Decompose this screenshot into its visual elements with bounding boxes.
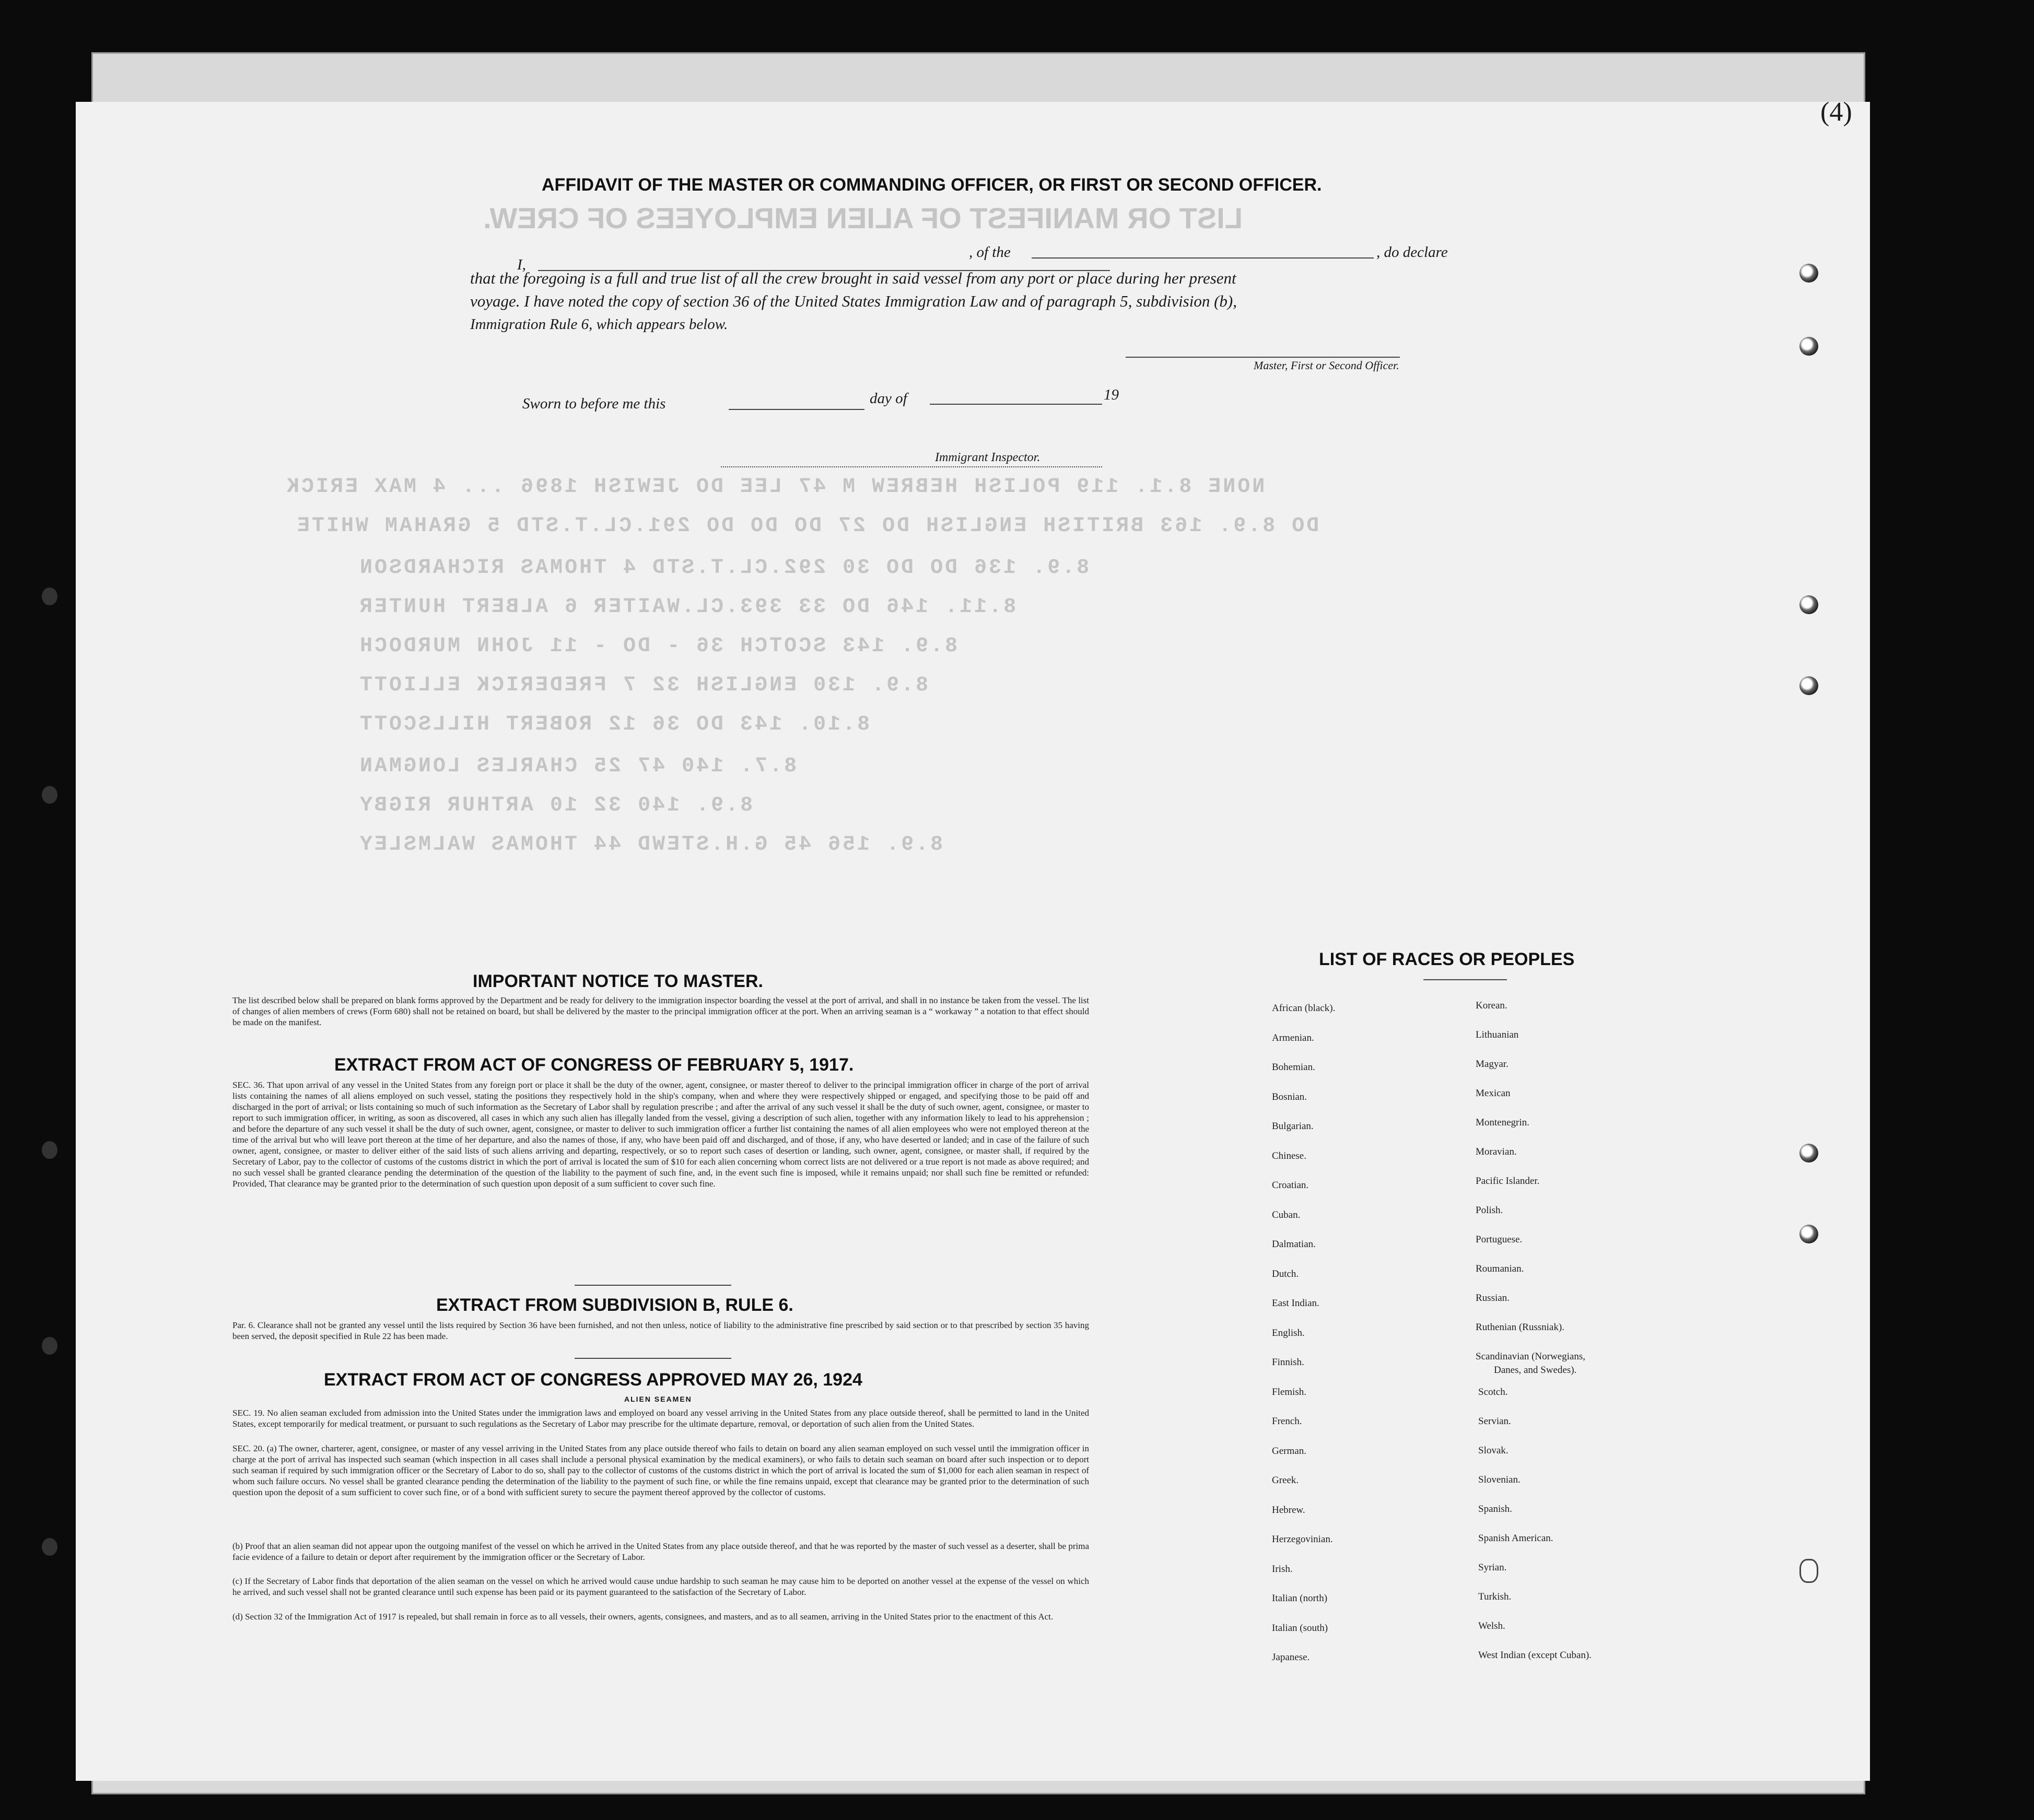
master-signature-line (1126, 357, 1400, 358)
race-item: Bosnian. (1272, 1091, 1307, 1102)
affidavit-i: I, (517, 256, 526, 273)
sworn-day-line (729, 409, 864, 410)
race-item: Italian (south) (1272, 1623, 1328, 1634)
race-item: Roumanian. (1476, 1263, 1524, 1274)
affidavit-of-the: , of the (969, 244, 1011, 261)
page-number: (4) (1820, 102, 1852, 127)
affidavit-title: AFFIDAVIT OF THE MASTER OR COMMANDING OFFICER, OR FIRST OR SECOND OFFICER. (542, 175, 1322, 195)
race-item: Croatian. (1272, 1180, 1309, 1191)
race-item: Russian. (1476, 1293, 1510, 1304)
extract-1924-sec20c: (c) If the Secretary of Labor finds that deportation of the alien seaman on the vessel on which he arrived would cause undue hardship to such seaman he may cause him to be deported on another vessel at the expense of the vessel on which he arrived, and such vessel shall not be granted clearance until such expense has been paid or its payment guaranteed to the satisfaction of the Secretary of Labor. (232, 1576, 1089, 1597)
ghost-row: 8.10. 143 DO 36 12 ROBERT HILLSCOTT (358, 713, 870, 736)
race-item: Pacific Islander. (1476, 1176, 1540, 1187)
race-item: Mexican (1476, 1088, 1511, 1099)
ghost-row: 8.9. 136 DO DO 30 292.CL.T.STD 4 THOMAS RICHARDSON (358, 556, 1090, 580)
race-item: Japanese. (1272, 1652, 1310, 1663)
sworn-year: 19 (1104, 386, 1119, 403)
races-title: LIST OF RACES OR PEOPLES (1319, 949, 1575, 969)
affidavit-line-4: Immigration Rule 6, which appears below. (470, 316, 728, 333)
race-item: Greek. (1272, 1475, 1299, 1486)
binder-hole (1799, 1225, 1818, 1243)
binder-hole (42, 1538, 57, 1556)
race-item: Ruthenian (Russniak). (1476, 1322, 1564, 1333)
race-item: Korean. (1476, 1000, 1507, 1011)
race-item: Bulgarian. (1272, 1121, 1314, 1132)
race-item: Dalmatian. (1272, 1239, 1316, 1250)
race-item: Portuguese. (1476, 1234, 1523, 1245)
binder-hole (42, 588, 57, 605)
binder-hole (1799, 337, 1818, 356)
race-item: African (black). (1272, 1003, 1336, 1014)
extract-1924-subtitle: ALIEN SEAMEN (624, 1395, 692, 1403)
race-item: Flemish. (1272, 1387, 1306, 1398)
race-item: Cuban. (1272, 1210, 1301, 1220)
ghost-row: 8.9. 140 32 10 ARTHUR RIGBY (358, 794, 753, 817)
binder-hole (42, 786, 57, 804)
sworn-label: Sworn to before me this (522, 395, 666, 412)
binder-hole (1799, 1144, 1818, 1163)
extract-1924-title: EXTRACT FROM ACT OF CONGRESS APPROVED MAY 26, 1924 (324, 1370, 862, 1390)
extract-1924-sec20d: (d) Section 32 of the Immigration Act of 1917 is repealed, but shall remain in force as to all vessels, their owners, agents, consignees, and masters, and as to all seamen, arriving in the United States prior to the enactment of this Act. (232, 1612, 1054, 1622)
binder-hole (1799, 1559, 1818, 1583)
extract-1917-title: EXTRACT FROM ACT OF CONGRESS OF FEBRUARY 5, 1917. (334, 1055, 854, 1075)
notice-text: The list described below shall be prepared on blank forms approved by the Department and be ready for delivery to the immigration inspector boarding the vessel at the port of arrival, and shall in no instance be taken from the vessel. The list of changes of alien members of crews (Form 680) shall not be retained on board, but shall be delivered by the master to the principal immigration officer at the port. When an arriving seaman is a “ workaway ” a notation to that effect should be made on the manifest. (232, 995, 1089, 1027)
binder-hole (42, 1337, 57, 1355)
race-item: Scotch. (1478, 1387, 1508, 1398)
race-item: German. (1272, 1446, 1306, 1457)
race-item: Hebrew. (1272, 1505, 1305, 1516)
affidavit-vessel-line (1032, 257, 1374, 259)
ghost-row: NONE 8.1. 119 POLISH HEBREW M 47 LEE DO JEWISH 1896 ... 4 MAX ERICK (285, 475, 1265, 499)
race-item: Irish. (1272, 1564, 1293, 1575)
race-item: Magyar. (1476, 1059, 1509, 1070)
race-item: Polish. (1476, 1205, 1503, 1216)
ghost-row: DO 8.9. 163 BRITISH ENGLISH DO 27 DO DO DO 291.CL.T.STD 5 GRAHAM WHITE (295, 514, 1319, 538)
race-item: Servian. (1478, 1416, 1511, 1427)
race-item: Turkish. (1478, 1591, 1512, 1602)
sworn-month-line (930, 404, 1102, 405)
race-item: Welsh. (1478, 1621, 1505, 1631)
binder-hole (1799, 676, 1818, 695)
race-item: Slovenian. (1478, 1474, 1521, 1485)
race-item: French. (1272, 1416, 1302, 1427)
race-item: East Indian. (1272, 1298, 1319, 1309)
race-item: Scandinavian (Norwegians, (1476, 1351, 1585, 1362)
race-item: Danes, and Swedes). (1494, 1365, 1577, 1376)
race-item: Finnish. (1272, 1357, 1304, 1368)
extract-rule6-title: EXTRACT FROM SUBDIVISION B, RULE 6. (436, 1295, 793, 1315)
ghost-row: 8.9. 143 SCOTCH 36 - DO - 11 JOHN MURDOCH (358, 635, 958, 658)
extract-1924-sec20b: (b) Proof that an alien seaman did not appear upon the outgoing manifest of the vessel on which he arrived in the United States from any place outside thereof, and that he was reported by the master of such vessel as a deserter, shall be prima facie evidence of a failure to detain or deport after requirement by the immigration officer or the Secretary of Labor. (232, 1541, 1089, 1562)
race-item: Syrian. (1478, 1562, 1507, 1573)
divider (575, 1358, 731, 1359)
race-item: Spanish American. (1478, 1533, 1553, 1544)
ghost-row: 8.7. 140 47 25 CHARLES LONGMAN (358, 755, 797, 778)
ghost-row: 8.9. 156 45 G.H.STEWD 44 THOMAS WALMSLEY (358, 833, 943, 856)
race-item: Spanish. (1478, 1504, 1512, 1514)
sworn-day-of: day of (870, 390, 907, 407)
race-item: Herzegovinian. (1272, 1534, 1333, 1545)
bleed-through-header: LIST OR MANIFEST OF ALIEN EMPLOYEES OF CREW. (483, 202, 1243, 234)
affidavit-declare: , do declare (1376, 244, 1448, 261)
extract-1917-text: SEC. 36. That upon arrival of any vessel in the United States from any foreign port or place it shall be the duty of the owner, agent, consignee, or master thereof to deliver to the principal immigration officer in charge of the port of arrival lists containing the names of all aliens employed on such vessel, stating the positions they respectively hold in the ship's company, when and where they were respectively shipped or engaged, and specifying those to be paid off and discharged in the port of arrival; or lists containing so much of such information as the Secretary of Labor shall by regulation prescribe ; and after the arrival of any such vessel it shall be the duty of such owner, agent, consignee, or master to report to such immigration officer, in writing, as soon as discovered, all cases in which any such alien has illegally landed from the vessel, giving a description of such alien, together with any information likely to lead to his apprehension ; and before the departure of any such vessel it shall be the duty of such owner, agent, consignee, or master to deliver to such immigration officer a further list containing the names of all alien employees who were not employed thereon at the time of the arrival but who will leave port thereon at the time of her departure, and also the names of those, if any, who have been paid off and discharged, and of those, if any, who have deserted or landed; and in case of the failure of such owner, agent, consignee, or master to deliver either of the said lists of such aliens arriving and departing, respectively, or so to report such cases of desertion or landing, such owner, agent, consignee, or master shall, if required by the Secretary of Labor, pay to the collector of customs of the customs district in which the port of arrival is located the sum of $10 for each alien concerning whom correct lists are not delivered or a true report is not made as above required; and no such vessel shall be granted clearance pending the determination of the question of the liability to the payment of such fine, and, in the event such fine is imposed, while it remains unpaid; nor shall such fine be remitted or refunded: Provided, That clearance may be granted prior to the determination of such question upon deposit of a sum sufficient to cover such fine. (232, 1080, 1089, 1189)
race-item: Slovak. (1478, 1445, 1509, 1456)
inspector-signature-line (721, 466, 1102, 467)
race-item: Moravian. (1476, 1146, 1517, 1157)
race-item: Bohemian. (1272, 1062, 1315, 1073)
extract-1924-sec20a: SEC. 20. (a) The owner, charterer, agent, consignee, or master of any vessel arriving in the United States from any place outside thereof who fails to detain on board any alien seaman employed on such vessel until the immigration officer in charge at the port of arrival has inspected such seaman (which inspection in all cases shall include a personal physical examination by the medical examiners), or who fails to detain such seaman on board after such inspection or to deport such seaman if required by such immigration officer or the Secretary of Labor to do so, shall pay to the collector of customs of the customs district in which the port of arrival is located the sum of $1,000 for each alien seaman in respect of whom such failure occurs. No vessel shall be granted clearance pending the determination of the liability to the payment of such fine, or while the fine remains unpaid, except that clearance may be granted prior to the determination of such question upon the deposit of a sum sufficient to cover such fine, or of a bond with sufficient surety to secure the payment thereof approved by the collector of customs. (232, 1443, 1089, 1497)
race-item: Armenian. (1272, 1032, 1314, 1043)
manifest-page (76, 102, 1870, 1781)
notice-title: IMPORTANT NOTICE TO MASTER. (473, 971, 763, 991)
race-item: Lithuanian (1476, 1029, 1519, 1040)
race-item: West Indian (except Cuban). (1478, 1650, 1592, 1661)
race-item: Dutch. (1272, 1269, 1299, 1279)
binder-hole (1799, 264, 1818, 283)
binder-hole (1799, 595, 1818, 614)
binder-hole (42, 1141, 57, 1159)
divider (575, 1285, 731, 1286)
races-title-rule (1423, 979, 1507, 980)
inspector-label: Immigrant Inspector. (935, 451, 1041, 464)
affidavit-line-2: that the foregoing is a full and true list of all the crew brought in said vessel from any port or place during her present (470, 269, 1236, 287)
race-item: Italian (north) (1272, 1593, 1328, 1604)
extract-1924-sec19: SEC. 19. No alien seaman excluded from admission into the United States under the immigration laws and employed on board any vessel arriving in the United States from any place outside thereof, shall be permitted to land in the United States, except temporarily for medical treatment, or pursuant to such regulations as the Secretary of Labor may prescribe for the ultimate departure, removal, or deportation of such alien from the United States. (232, 1408, 1089, 1429)
ghost-row: 8.9. 130 ENGLISH 32 7 FREDERICK ELLIOTT (358, 674, 929, 697)
master-label: Master, First or Second Officer. (1254, 359, 1399, 372)
race-item: Chinese. (1272, 1150, 1306, 1161)
race-item: English. (1272, 1328, 1305, 1338)
ghost-row: 8.11. 146 DO 33 393.CL.WAITER 6 ALBERT HUNTER (358, 595, 1016, 619)
affidavit-line-3: voyage. I have noted the copy of section 36 of the United States Immigration Law and of paragraph 5, subdivision (b), (470, 292, 1237, 310)
extract-rule6-text: Par. 6. Clearance shall not be granted any vessel until the lists required by Section 36 have been furnished, and not then unless, notice of liability to the administrative fine prescribed by said section or to that prescribed by section 35 having been served, the deposit specified in Rule 22 has been made. (232, 1320, 1089, 1341)
race-item: Montenegrin. (1476, 1117, 1529, 1128)
